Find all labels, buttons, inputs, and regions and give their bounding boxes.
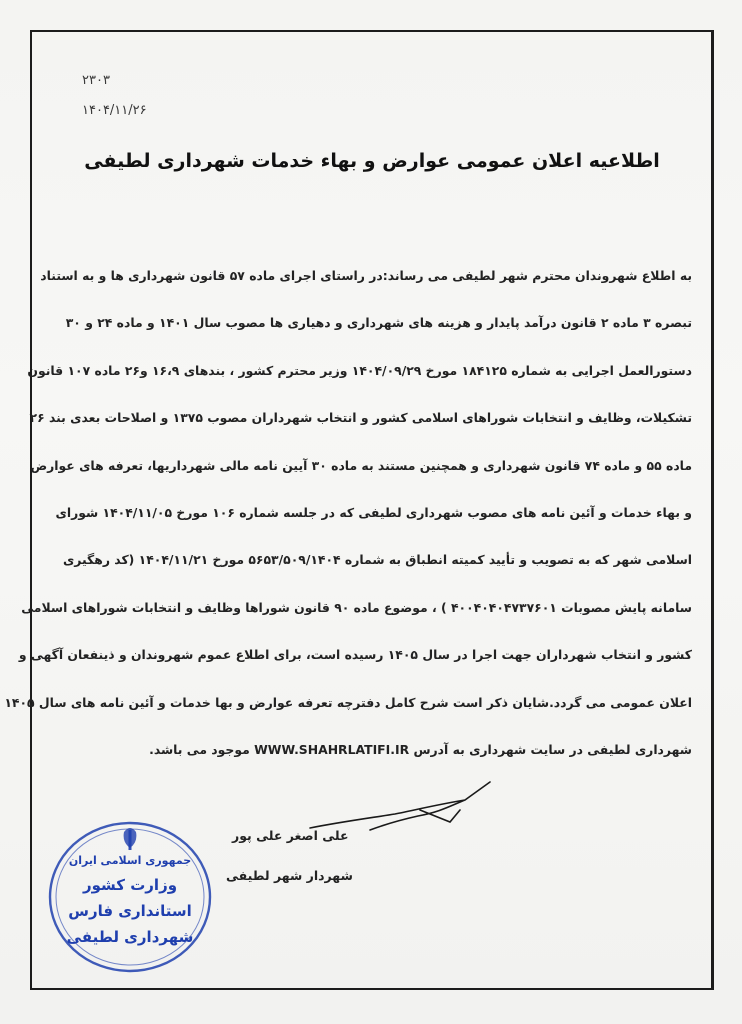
- stamp-line-4: شهرداری لطیفی: [66, 928, 194, 946]
- stamp-line-3: استانداری فارس: [68, 902, 192, 920]
- body-line: تبصره ۳ ماده ۲ قانون درآمد پایدار و هزینه های شهرداری و دهیاری ها مصوب سال ۱۴۰۱ و ماده ۲۴ و ۳۰: [65, 315, 692, 331]
- document-body: [4, 260, 692, 781]
- signatory-name: علی اصغر علی پور: [232, 828, 349, 843]
- body-line: و بهاء خدمات و آئین نامه های مصوب شهرداری لطیفی که در جلسه شماره ۱۰۶ مورخ ۱۴۰۴/۱۱/۰۵ شورای: [55, 504, 692, 520]
- body-line: اسلامی شهر که به تصویب و تأیید کمیته انطباق به شماره ۵۶۵۳/۵۰۹/۱۴۰۴ مورخ ۱۴۰۴/۱۱/۲۱ (کد رهگیری: [62, 552, 692, 568]
- body-line: کشور و انتخاب شهرداران جهت اجرا در سال ۱۴۰۵ رسیده است، برای اطلاع عموم شهروندان و ذینفعان آگهی و: [18, 647, 692, 663]
- body-line: سامانه پایش مصوبات ۴۰۰۴۰۴۰۴۷۳۷۶۰۱ ) ، موضوع ماده ۹۰ قانون شوراها وظایف و انتخابات شوراهای اسلامی: [21, 599, 692, 615]
- official-stamp: [46, 818, 214, 976]
- stamp-line-2: وزارت کشور: [82, 876, 178, 894]
- stamp-line-1: جمهوری اسلامی ایران: [68, 854, 192, 867]
- reference-block: [82, 66, 192, 126]
- reference-date: ۱۴۰۴/۱۱/۲۶: [82, 103, 147, 118]
- body-line: دستورالعمل اجرایی به شماره ۱۸۴۱۲۵ مورخ ۱۴۰۴/۰۹/۲۹ وزیر محترم کشور ، بندهای ۱۶،۹ و۲۶ ماده ۱۰۷ قانون: [27, 362, 692, 378]
- body-line: اعلان عمومی می گردد.شایان ذکر است شرح کامل دفترچه تعرفه عوارض و بها خدمات و آئین نامه های سال ۱۴۰۵: [4, 694, 692, 710]
- body-line: تشکیلات، وظایف و انتخابات شوراهای اسلامی کشور و انتخاب شهرداران مصوب ۱۳۷۵ و اصلاحات بعدی بند ۲۶: [29, 410, 692, 426]
- body-line: به اطلاع شهروندان محترم شهر لطیفی می رساند:در راستای اجرای ماده ۵۷ قانون شهرداری ها و به استناد: [40, 268, 692, 283]
- body-line: شهرداری لطیفی در سایت شهرداری به آدرس WWW.SHAHRLATIFI.IR موجود می باشد.: [149, 741, 692, 757]
- body-line: ماده ۵۵ و ماده ۷۴ قانون شهرداری و همچنین مستند به ماده ۳۰ آیین نامه مالی شهرداریها، تعرفه های عوارض: [30, 457, 692, 473]
- emblem-icon: [124, 828, 137, 850]
- signatory-role: شهردار شهر لطیفی: [226, 868, 353, 883]
- document-title: اطلاعیه اعلان عمومی عوارض و بهاء خدمات شهرداری لطیفی: [84, 150, 660, 172]
- reference-number: ۲۳۰۳: [82, 73, 110, 88]
